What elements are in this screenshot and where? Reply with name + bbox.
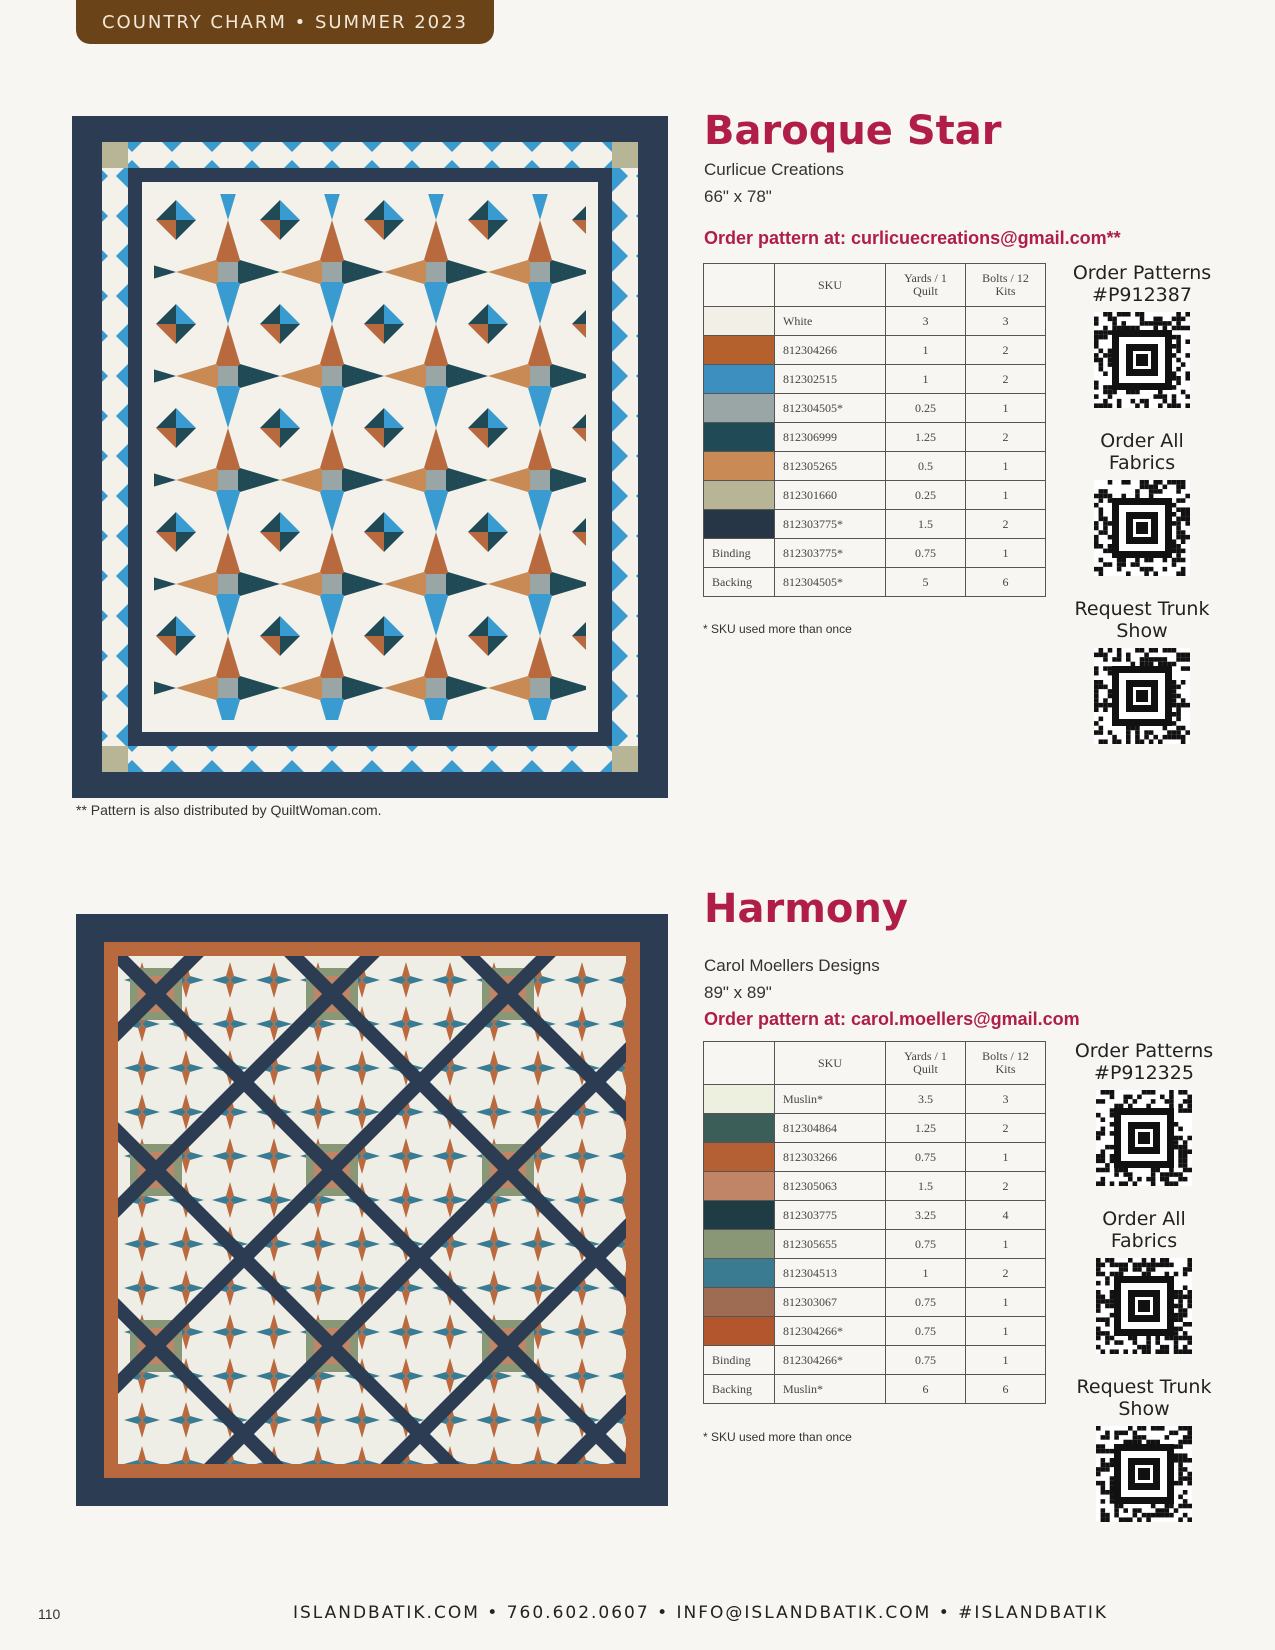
qr-code-icon[interactable] [1094, 312, 1190, 408]
qr-code-icon[interactable] [1096, 1090, 1192, 1186]
yards-cell: 0.75 [886, 1317, 966, 1346]
yards-column-header: Yards / 1 Quilt [886, 264, 966, 307]
table-row [704, 1375, 1046, 1404]
sku-column-header: SKU [775, 1042, 886, 1085]
row-label: Backing [704, 1375, 775, 1404]
sku-cell: 812303775* [775, 539, 886, 568]
qr-code-icon[interactable] [1094, 648, 1190, 744]
table-row [704, 394, 1046, 423]
fabric-swatch [704, 336, 775, 365]
fabric-swatch [704, 452, 775, 481]
qr-label [1072, 262, 1212, 306]
sku-cell: 812306999 [775, 423, 886, 452]
quilt-size: 89" x 89" [704, 983, 772, 1002]
fabric-swatch [704, 1143, 775, 1172]
yards-cell: 1 [886, 336, 966, 365]
yards-cell: 3.25 [886, 1201, 966, 1230]
yards-cell: 1.5 [886, 1172, 966, 1201]
designer-name: Carol Moellers Designs [704, 956, 880, 975]
qr-label-line: #P912325 [1094, 1062, 1194, 1084]
pattern-title: Baroque Star [704, 108, 1002, 154]
fabric-swatch [704, 510, 775, 539]
fabric-swatch [704, 1085, 775, 1114]
bolts-cell: 3 [966, 1085, 1046, 1114]
yards-cell: 0.75 [886, 539, 966, 568]
yards-cell: 5 [886, 568, 966, 597]
table-row [704, 1317, 1046, 1346]
sku-cell: 812301660 [775, 481, 886, 510]
sku-cell: 812304505* [775, 568, 886, 597]
baroque-star-quilt-image [72, 116, 668, 798]
sku-cell: 812304505* [775, 394, 886, 423]
table-row [704, 1201, 1046, 1230]
bolts-cell: 1 [966, 1346, 1046, 1375]
bolts-cell: 1 [966, 1143, 1046, 1172]
bolts-cell: 3 [966, 307, 1046, 336]
yards-cell: 0.75 [886, 1288, 966, 1317]
table-row [704, 539, 1046, 568]
sku-cell: 812303067 [775, 1288, 886, 1317]
bolts-cell: 2 [966, 510, 1046, 539]
qr-label-line: Request Trunk [1074, 598, 1210, 620]
bolts-cell: 2 [966, 365, 1046, 394]
table-row [704, 1085, 1046, 1114]
qr-label-line: Order All [1100, 430, 1184, 452]
fabric-requirements-table [703, 1041, 1046, 1404]
table-row [704, 365, 1046, 394]
row-label: Binding [704, 1346, 775, 1375]
yards-cell: 0.25 [886, 394, 966, 423]
swatch-column-header [704, 264, 775, 307]
yards-cell: 1.25 [886, 423, 966, 452]
sku-cell: White [775, 307, 886, 336]
table-header-row [704, 1042, 1046, 1085]
qr-label-line: Show [1118, 1398, 1170, 1420]
bolts-cell: 2 [966, 336, 1046, 365]
yards-cell: 1.25 [886, 1114, 966, 1143]
sku-cell: 812303775* [775, 510, 886, 539]
bolts-cell: 1 [966, 1288, 1046, 1317]
yards-column-header: Yards / 1 Quilt [886, 1042, 966, 1085]
qr-code-icon[interactable] [1096, 1258, 1192, 1354]
qr-column [1072, 262, 1212, 766]
table-row [704, 1288, 1046, 1317]
fabric-requirements-table [703, 263, 1046, 597]
footer-contact-text: ISLANDBATIK.COM • 760.602.0607 • INFO@ISLANDBATIK.COM • #ISLANDBATIK [292, 1603, 1109, 1623]
qr-label [1074, 1040, 1214, 1084]
sku-cell: Muslin* [775, 1375, 886, 1404]
yards-cell: 3.5 [886, 1085, 966, 1114]
table-row [704, 336, 1046, 365]
qr-code-icon[interactable] [1094, 480, 1190, 576]
distributor-note: ** Pattern is also distributed by QuiltWoman.com. [76, 802, 382, 818]
fabric-swatch [704, 307, 775, 336]
fabric-swatch [704, 481, 775, 510]
row-label: Binding [704, 539, 775, 568]
bolts-cell: 6 [966, 1375, 1046, 1404]
sku-cell: 812303775 [775, 1201, 886, 1230]
fabric-swatch [704, 423, 775, 452]
table-row [704, 1114, 1046, 1143]
fabric-swatch [704, 1114, 775, 1143]
harmony-quilt-image [76, 914, 668, 1506]
fabric-swatch [704, 365, 775, 394]
bolts-column-header: Bolts / 12 Kits [966, 264, 1046, 307]
qr-label-line: Fabrics [1108, 452, 1176, 474]
table-row [704, 307, 1046, 336]
sku-cell: 812302515 [775, 365, 886, 394]
qr-code-icon[interactable] [1096, 1426, 1192, 1522]
bolts-cell: 1 [966, 394, 1046, 423]
fabric-swatch [704, 1201, 775, 1230]
qr-label-line: Order Patterns [1074, 1040, 1214, 1062]
bolts-cell: 1 [966, 539, 1046, 568]
sku-cell: 812303266 [775, 1143, 886, 1172]
sku-cell: 812305265 [775, 452, 886, 481]
sku-cell: 812305063 [775, 1172, 886, 1201]
qr-label [1074, 1208, 1214, 1252]
fabric-swatch [704, 1259, 775, 1288]
qr-label-line: Show [1116, 620, 1168, 642]
table-row [704, 568, 1046, 597]
table-row [704, 1230, 1046, 1259]
yards-cell: 0.75 [886, 1230, 966, 1259]
bolts-cell: 4 [966, 1201, 1046, 1230]
sku-cell: Muslin* [775, 1085, 886, 1114]
table-row [704, 1143, 1046, 1172]
table-row [704, 1259, 1046, 1288]
designer-name: Curlicue Creations [704, 160, 844, 179]
bolts-cell: 2 [966, 1114, 1046, 1143]
sku-cell: 812304266 [775, 336, 886, 365]
qr-label-line: #P912387 [1092, 284, 1192, 306]
pattern-title: Harmony [704, 886, 908, 932]
sku-cell: 812304266* [775, 1317, 886, 1346]
page-number: 110 [38, 1606, 61, 1622]
table-row [704, 1346, 1046, 1375]
yards-cell: 1 [886, 1259, 966, 1288]
qr-label-line: Order Patterns [1072, 262, 1212, 284]
table-header-row [704, 264, 1046, 307]
qr-column [1074, 1040, 1214, 1544]
fabric-swatch [704, 1317, 775, 1346]
bolts-cell: 1 [966, 1230, 1046, 1259]
sku-cell: 812304864 [775, 1114, 886, 1143]
yards-cell: 0.5 [886, 452, 966, 481]
bolts-cell: 2 [966, 423, 1046, 452]
table-row [704, 1172, 1046, 1201]
sku-footnote: * SKU used more than once [703, 622, 852, 636]
fabric-swatch [704, 1230, 775, 1259]
bolts-cell: 2 [966, 1172, 1046, 1201]
yards-cell: 0.75 [886, 1143, 966, 1172]
order-pattern-email-link[interactable]: Order pattern at: curlicuecreations@gmail.com** [704, 228, 1121, 248]
order-pattern-email-link[interactable]: Order pattern at: carol.moellers@gmail.com [704, 1009, 1080, 1029]
table-row [704, 452, 1046, 481]
yards-cell: 1.5 [886, 510, 966, 539]
row-label: Backing [704, 568, 775, 597]
bolts-cell: 1 [966, 452, 1046, 481]
qr-label-line: Order All [1102, 1208, 1186, 1230]
bolts-cell: 2 [966, 1259, 1046, 1288]
bolts-cell: 1 [966, 1317, 1046, 1346]
footer-contact [0, 1603, 1275, 1623]
sku-column-header: SKU [775, 264, 886, 307]
sku-footnote: * SKU used more than once [703, 1430, 852, 1444]
qr-label [1072, 430, 1212, 474]
sku-cell: 812304266* [775, 1346, 886, 1375]
yards-cell: 0.75 [886, 1346, 966, 1375]
fabric-swatch [704, 1288, 775, 1317]
fabric-swatch [704, 1172, 775, 1201]
table-row [704, 481, 1046, 510]
yards-cell: 0.25 [886, 481, 966, 510]
quilt-size: 66" x 78" [704, 187, 772, 206]
table-row [704, 423, 1046, 452]
table-row [704, 510, 1046, 539]
catalog-header-tab: COUNTRY CHARM • SUMMER 2023 [76, 0, 494, 44]
fabric-swatch [704, 394, 775, 423]
qr-label [1072, 598, 1212, 642]
qr-label [1074, 1376, 1214, 1420]
bolts-cell: 6 [966, 568, 1046, 597]
yards-cell: 6 [886, 1375, 966, 1404]
bolts-column-header: Bolts / 12 Kits [966, 1042, 1046, 1085]
swatch-column-header [704, 1042, 775, 1085]
sku-cell: 812305655 [775, 1230, 886, 1259]
yards-cell: 3 [886, 307, 966, 336]
yards-cell: 1 [886, 365, 966, 394]
qr-label-line: Fabrics [1110, 1230, 1178, 1252]
qr-label-line: Request Trunk [1076, 1376, 1212, 1398]
sku-cell: 812304513 [775, 1259, 886, 1288]
bolts-cell: 1 [966, 481, 1046, 510]
